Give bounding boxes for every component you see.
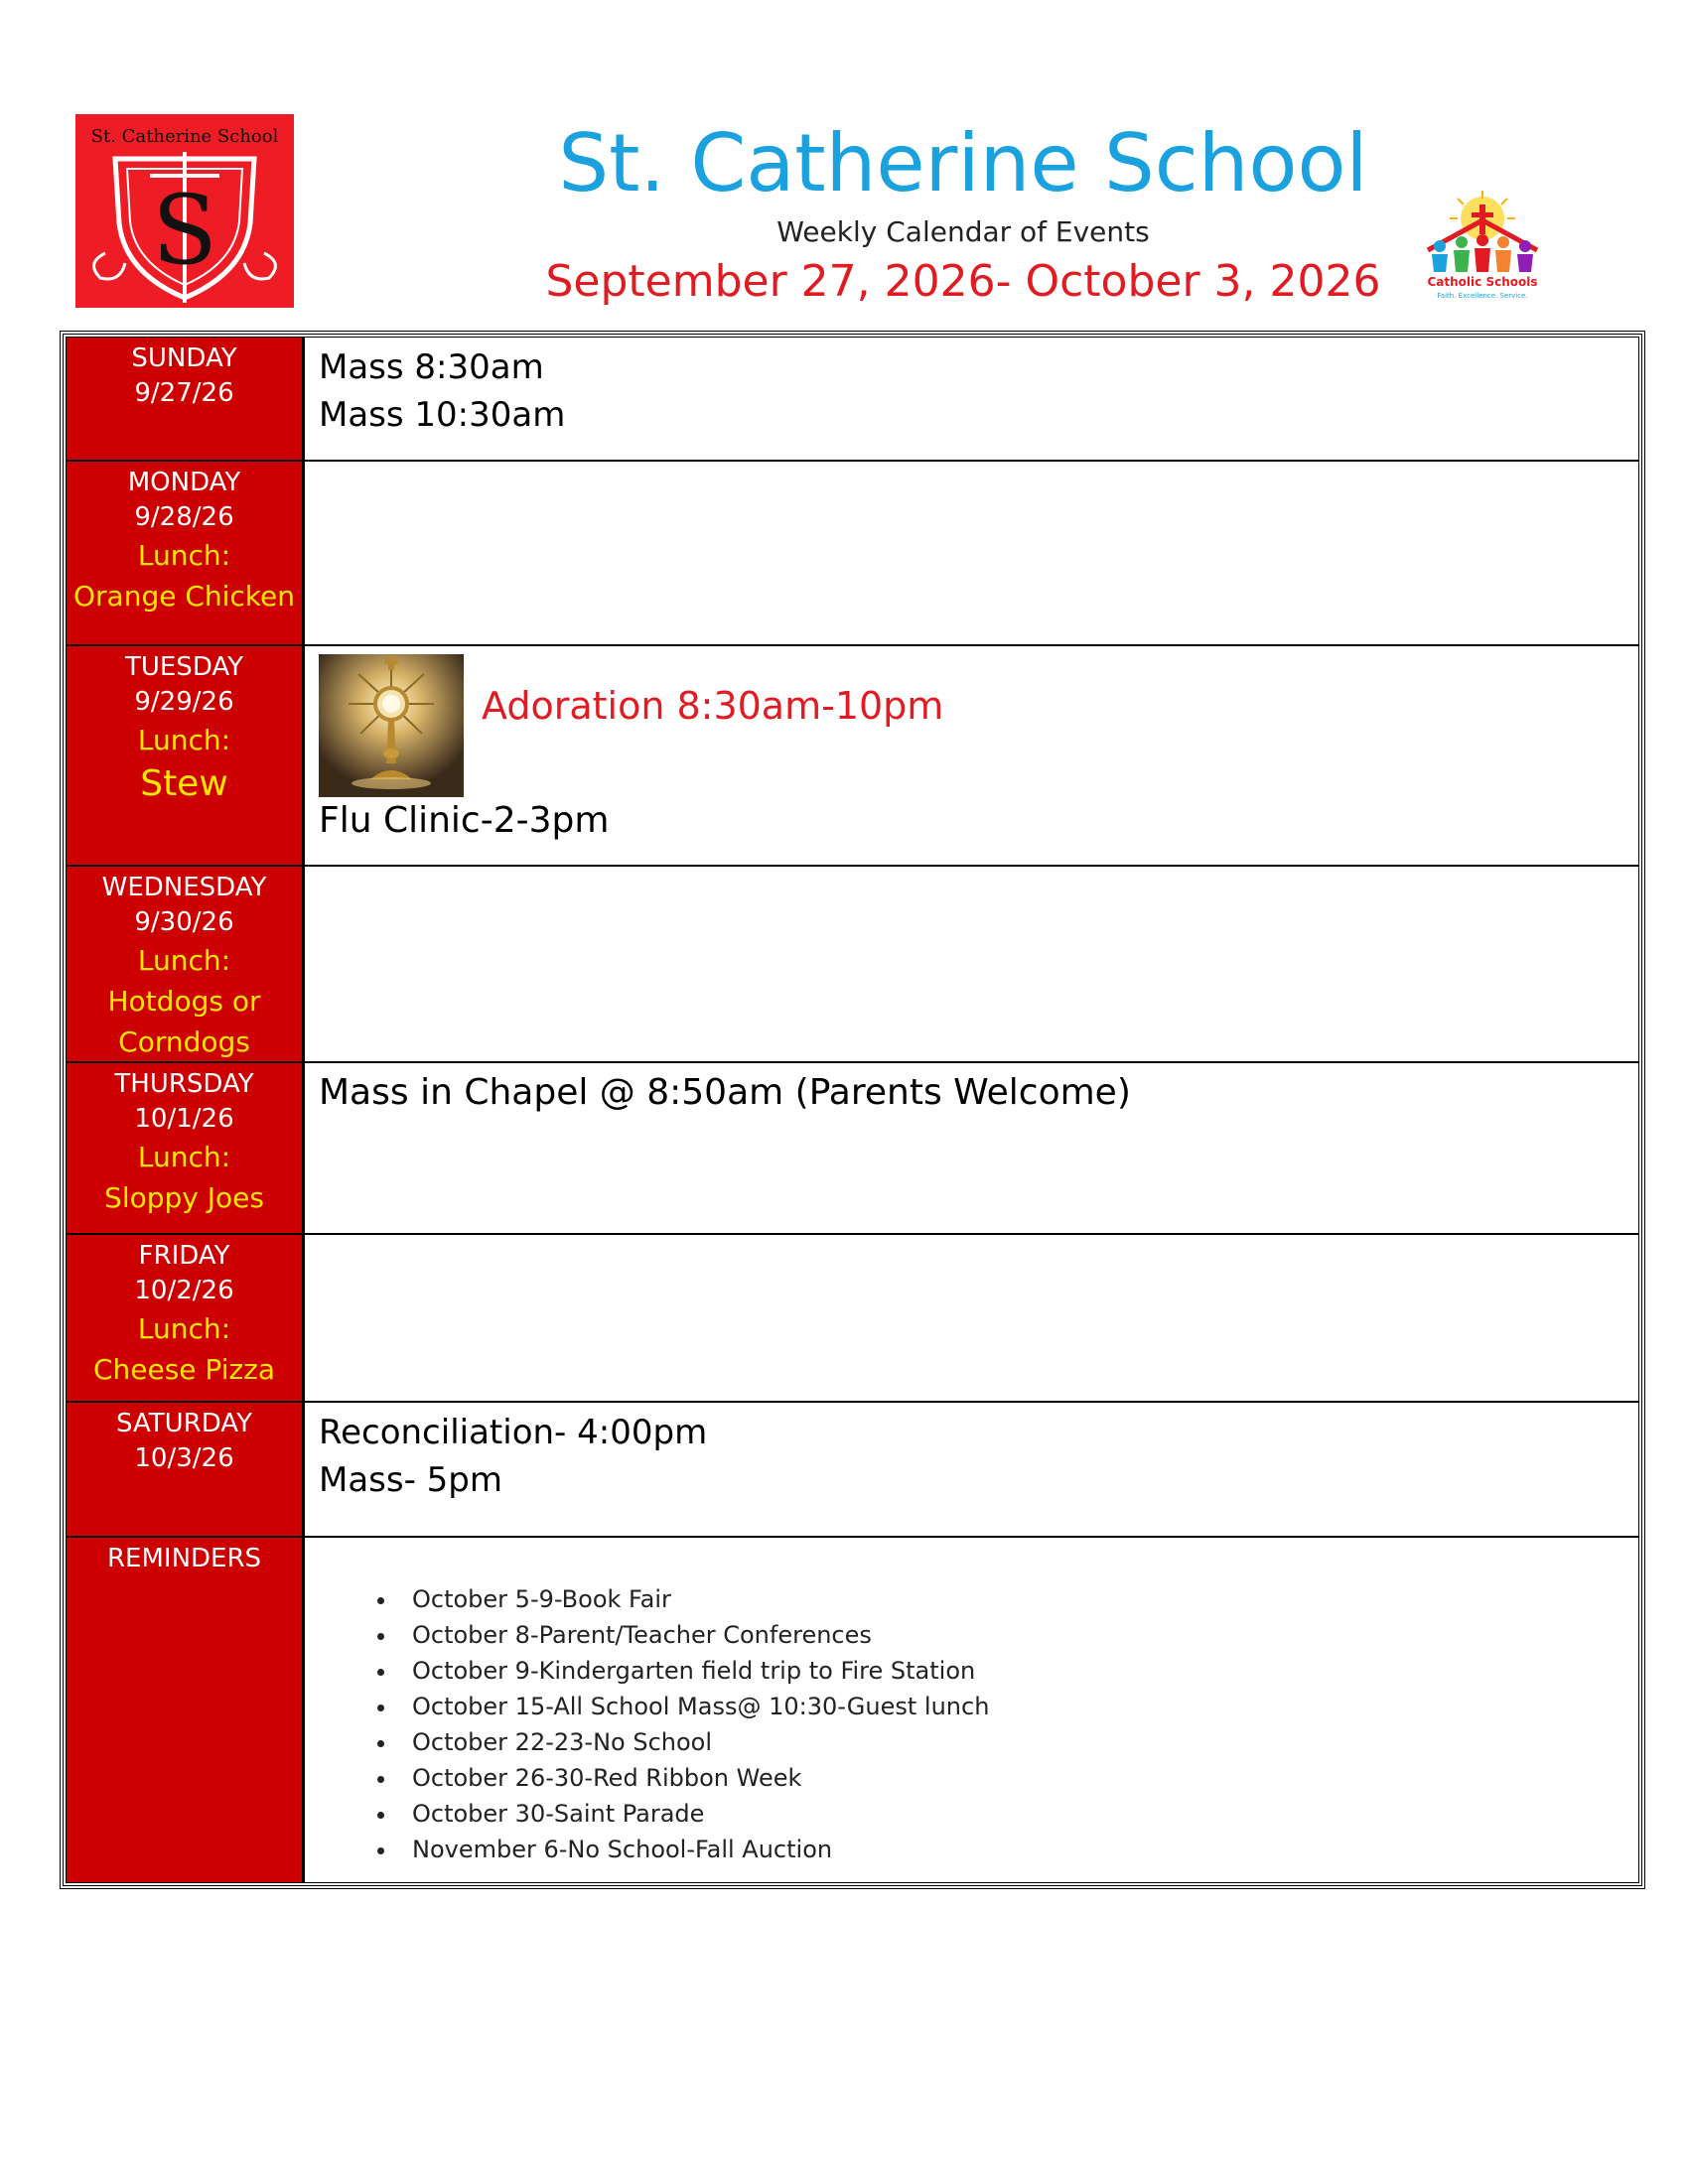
reminders-label: REMINDERS: [106, 1544, 262, 1573]
reminders-list: [319, 1581, 1624, 1867]
lunch-label: Lunch:: [137, 539, 231, 572]
event-text: Mass 8:30am: [319, 347, 544, 387]
calendar-row-wednesday: [67, 867, 1638, 1063]
day-name: THURSDAY: [114, 1069, 254, 1099]
week-date-range: September 27, 2026- October 3, 2026: [545, 256, 1381, 307]
day-cell: [67, 1063, 305, 1233]
lunch-item: Hotdogs or: [107, 985, 261, 1018]
calendar-row-reminders: [67, 1538, 1638, 1882]
day-date: 10/2/26: [134, 1276, 234, 1305]
day-name: TUESDAY: [124, 652, 244, 682]
reminder-item: • October 5-9-Book Fair: [398, 1581, 1624, 1617]
event-text: Mass- 5pm: [319, 1460, 503, 1500]
lunch-label: Lunch:: [137, 1141, 231, 1173]
reminder-item: • November 6-No School-Fall Auction: [398, 1832, 1624, 1867]
reminder-item: • October 15-All School Mass@ 10:30-Guest lunch: [398, 1689, 1624, 1724]
catholic-schools-logo: [1418, 191, 1547, 302]
reminder-item: • October 22-23-No School: [398, 1724, 1624, 1760]
lunch-label: Lunch:: [137, 724, 231, 756]
events-cell: [305, 646, 1638, 865]
day-name: SUNDAY: [131, 343, 237, 373]
event-text: Reconciliation- 4:00pm: [319, 1413, 708, 1452]
reminder-item: • October 9-Kindergarten field trip to Fire Station: [398, 1653, 1624, 1689]
school-crest-logo: [75, 114, 294, 308]
school-crest-icon: [75, 114, 294, 308]
events-cell: [305, 1235, 1638, 1401]
calendar-row-friday: [67, 1235, 1638, 1403]
calendar-row-tuesday: [67, 646, 1638, 867]
adoration-event: Adoration 8:30am-10pm: [482, 684, 944, 728]
day-cell: [67, 462, 305, 644]
events-cell: [305, 867, 1638, 1061]
lunch-item: Orange Chicken: [72, 580, 295, 613]
day-cell: [67, 867, 305, 1061]
catholic-schools-name: Catholic Schools: [1427, 275, 1538, 289]
day-name: SATURDAY: [116, 1409, 252, 1438]
day-name: MONDAY: [127, 468, 241, 497]
day-date: 9/30/26: [134, 907, 234, 937]
calendar-row-sunday: [67, 338, 1638, 462]
day-date: 10/3/26: [134, 1443, 234, 1473]
lunch-item: Corndogs: [118, 1025, 250, 1058]
reminder-item: • October 26-30-Red Ribbon Week: [398, 1760, 1624, 1796]
day-cell: [67, 1235, 305, 1401]
page-title: St. Catherine School: [558, 117, 1368, 209]
lunch-item: Stew: [140, 763, 228, 804]
monstrance-image: [319, 654, 464, 797]
weekly-calendar: [60, 331, 1645, 1889]
day-name: FRIDAY: [138, 1241, 230, 1271]
svg-text:S: S: [152, 175, 217, 286]
calendar-row-thursday: [67, 1063, 1638, 1235]
logo-text: St. Catherine School: [90, 126, 279, 147]
catholic-schools-icon: [1418, 191, 1547, 302]
adoration-block: [319, 654, 1624, 797]
day-date: 9/28/26: [134, 502, 234, 532]
lunch-label: Lunch:: [137, 1312, 231, 1345]
calendar-row-saturday: [67, 1403, 1638, 1538]
event-text: Mass 10:30am: [319, 395, 566, 435]
day-cell: [67, 646, 305, 865]
event-text: Flu Clinic-2-3pm: [319, 800, 610, 841]
lunch-item: Cheese Pizza: [92, 1353, 276, 1386]
day-cell: [67, 338, 305, 460]
day-date: 9/29/26: [134, 687, 234, 717]
events-cell: [305, 462, 1638, 644]
events-cell: [305, 338, 1638, 460]
day-date: 9/27/26: [134, 378, 234, 408]
reminder-item: • October 30-Saint Parade: [398, 1796, 1624, 1832]
calendar-row-monday: [67, 462, 1638, 646]
reminder-item: • October 8-Parent/Teacher Conferences: [398, 1617, 1624, 1653]
page-subtitle: Weekly Calendar of Events: [776, 215, 1150, 248]
reminders-label-cell: [67, 1538, 305, 1882]
catholic-schools-tagline: Faith. Excellence. Service.: [1437, 292, 1528, 300]
events-cell: [305, 1063, 1638, 1233]
lunch-item: Sloppy Joes: [104, 1181, 264, 1214]
lunch-label: Lunch:: [137, 944, 231, 977]
reminders-cell: [305, 1538, 1638, 1882]
monstrance-icon: [319, 654, 464, 797]
event-text: Mass in Chapel @ 8:50am (Parents Welcome): [319, 1072, 1131, 1113]
events-cell: [305, 1403, 1638, 1536]
day-name: WEDNESDAY: [101, 873, 267, 902]
day-cell: [67, 1403, 305, 1536]
day-date: 10/1/26: [134, 1104, 234, 1134]
